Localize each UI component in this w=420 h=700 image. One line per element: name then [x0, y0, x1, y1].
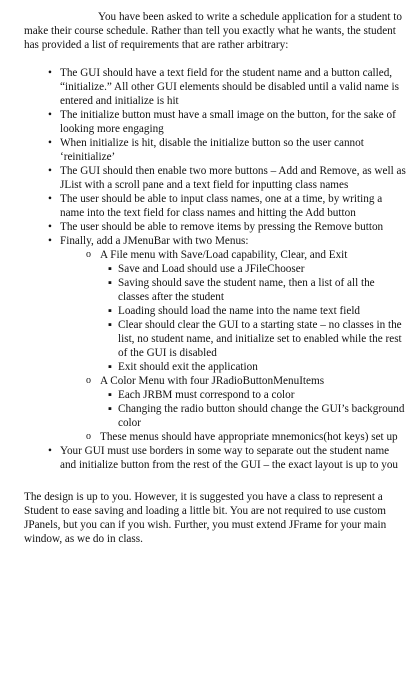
file-menu-subitem: ▪ Saving should save the student name, then a list of all the classes after the student	[108, 277, 375, 303]
bullet-icon: •	[48, 109, 52, 121]
bullet-icon: •	[48, 221, 52, 233]
file-menu-requirement: o A File menu with Save/Load capability, Clear, and Exit	[86, 249, 348, 261]
mnemonics-requirement: o These menus should have appropriate mnemonics(hot keys) set up	[86, 431, 398, 443]
requirement-item: • The GUI should have a text field for the student name and a button called, “initialize.” All other GUI elements should be disabled until a valid name is entered and initialize is hit	[48, 67, 399, 107]
square-bullet-icon: ▪	[108, 403, 112, 415]
square-bullet-icon: ▪	[108, 305, 112, 317]
requirement-item: • The user should be able to remove items by pressing the Remove button	[48, 221, 384, 233]
bullet-icon: •	[48, 137, 52, 149]
circle-bullet-icon: o	[86, 249, 91, 260]
bullet-icon: •	[48, 193, 52, 205]
requirement-item: • The GUI should then enable two more buttons – Add and Remove, as well as JList with a scroll pane and a text field for inputting class names	[48, 165, 406, 191]
file-menu-subitem: ▪ Clear should clear the GUI to a starting state – no classes in the list, no student name, and initialize set to enabled while the rest of the GUI is disabled	[108, 319, 402, 359]
square-bullet-icon: ▪	[108, 263, 112, 275]
file-menu-subitem: ▪ Save and Load should use a JFileChooser	[108, 263, 305, 275]
bullet-icon: •	[48, 235, 52, 247]
color-menu-subitem: ▪ Each JRBM must correspond to a color	[108, 389, 295, 401]
outro-paragraph: The design is up to you. However, it is suggested you have a class to represent a Student to ease saving and loading a little bit. You are not required to use custom JPanels, but you can if you wish. Further, you must extend JFrame for your main window, as we do in class.	[24, 491, 387, 545]
requirements-list	[24, 66, 406, 472]
requirement-item: • Your GUI must use borders in some way to separate out the student name and initialize button from the rest of the GUI – the exact layout is up to you	[48, 445, 399, 471]
requirement-item: • When initialize is hit, disable the initialize button so the user cannot ‘reinitialize’	[48, 137, 364, 163]
requirement-item: • The user should be able to input class names, one at a time, by writing a name into the text field for class names and hitting the Add button	[48, 193, 383, 219]
circle-bullet-icon: o	[86, 375, 91, 386]
requirement-item: • Finally, add a JMenuBar with two Menus:	[48, 235, 249, 247]
file-menu-subitem: ▪ Loading should load the name into the name text field	[108, 305, 361, 317]
color-menu-requirement: o A Color Menu with four JRadioButtonMenuItems	[86, 375, 325, 387]
requirement-item: • The initialize button must have a small image on the button, for the sake of looking more engaging	[48, 109, 396, 135]
file-menu-subitem: ▪ Exit should exit the application	[108, 361, 258, 373]
bullet-icon: •	[48, 67, 52, 79]
square-bullet-icon: ▪	[108, 389, 112, 401]
color-menu-subitem: ▪ Changing the radio button should change the GUI’s background color	[108, 403, 405, 429]
bullet-icon: •	[48, 165, 52, 177]
square-bullet-icon: ▪	[108, 277, 112, 289]
bullet-icon: •	[48, 445, 52, 457]
square-bullet-icon: ▪	[108, 361, 112, 373]
circle-bullet-icon: o	[86, 431, 91, 442]
intro-paragraph: You have been asked to write a schedule application for a student to make their course schedule. Rather than tell you exactly what he wants, the student has provided a list of requirements that are rather arbitrary:	[24, 11, 402, 51]
square-bullet-icon: ▪	[108, 319, 112, 331]
